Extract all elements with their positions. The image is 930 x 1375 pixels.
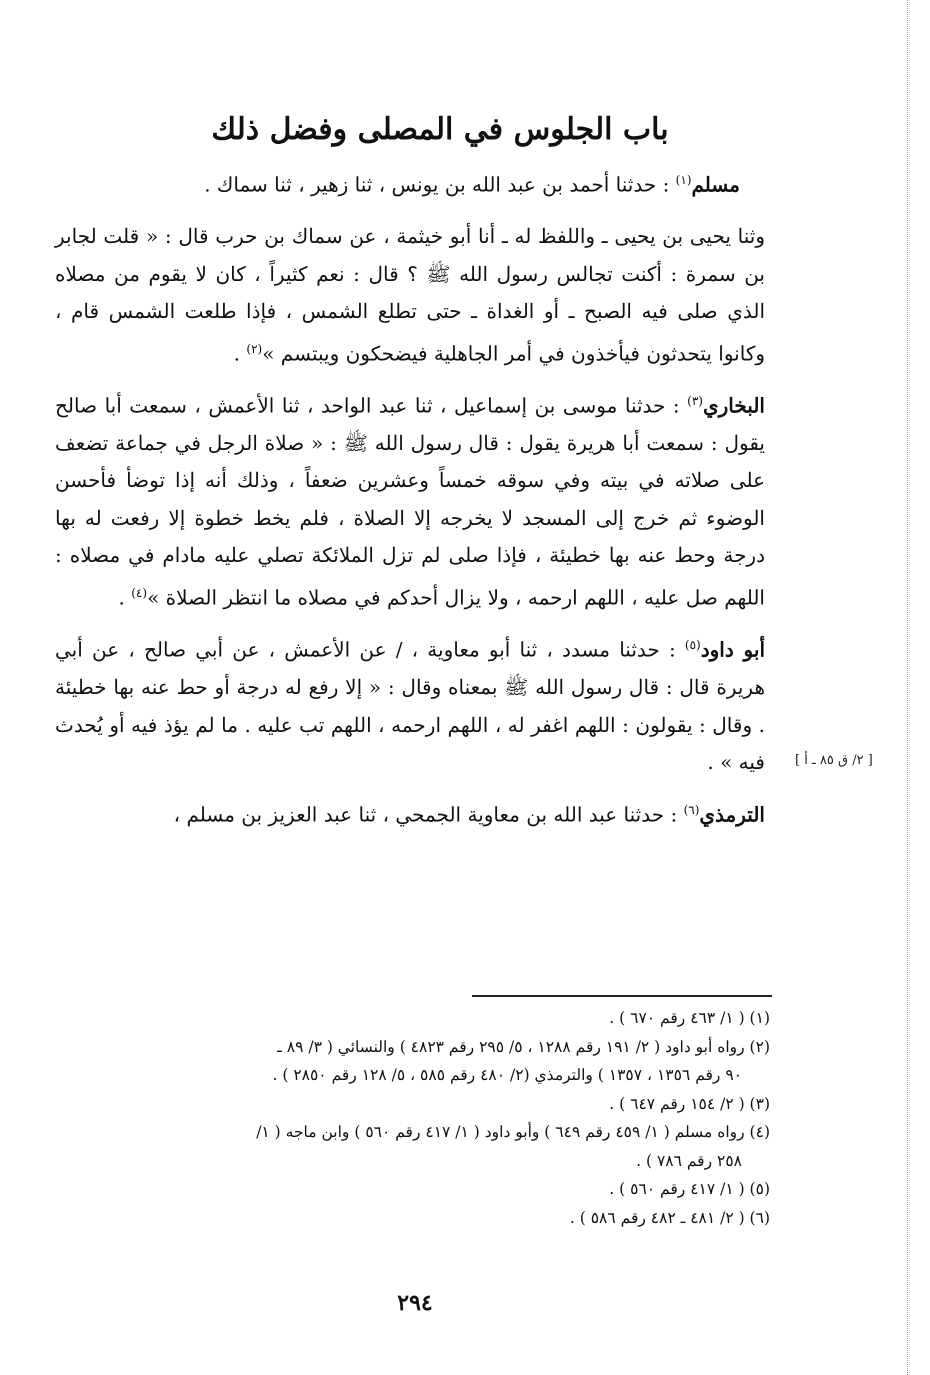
paragraph-tirmidhi xyxy=(55,792,765,834)
footnote-ref: (٦) xyxy=(683,802,700,817)
footnote-ref: (٢) xyxy=(246,341,263,356)
paragraph-tail: . xyxy=(233,341,247,366)
paragraph-tail: . xyxy=(118,585,132,610)
footnote-line-continued: ٩٠ رقم ١٣٥٦ ، ١٣٥٧ ) والترمذي (٢/ ٤٨٠ رقم ٥٨٥ ، ٥/ ١٢٨ رقم ٢٨٥٠ ) . xyxy=(272,1066,742,1084)
footnote-ref: (٣) xyxy=(687,393,703,408)
footnote-line: (٥) ( ١/ ٤١٧ رقم ٥٦٠ ) . xyxy=(609,1180,770,1198)
paragraph-text: : حدثنا عبد الله بن معاوية الجمحي ، ثنا عبد العزيز بن مسلم ، xyxy=(173,802,684,827)
chapter-title: باب الجلوس في المصلى وفضل ذلك xyxy=(211,112,669,147)
footnote-ref: (١) xyxy=(675,173,692,187)
footnote-line: (٦) ( ٢/ ٤٨١ ـ ٤٨٢ رقم ٥٨٦ ) . xyxy=(569,1208,770,1227)
footnote-divider xyxy=(472,995,772,997)
footnote-ref: (٤) xyxy=(131,585,148,600)
paragraph-text: : حدثنا موسى بن إسماعيل ، ثنا عبد الواحد ، ثنا الأعمش ، سمعت أبا صالح يقول : سمعت أبا هريرة يقول : قال رسول الله ﷺ : « صلاة الرجل في جماعة تضعف على صلاته في بيته وفي سوقه خمساً وعشرين ضعفاً ، وذلك أنه إذا توضأ فأحسن الوضوء ثم خرج إلى المسجد لا يخرجه إلا الصلاة ، فلم يخط خطوة إلا رفعت له بها درجة وحط عنه بها خطيئة ، فإذا صلى لم تزل الملائكة تصلي عليه مادام في مصلاه : اللهم صل عليه ، اللهم ارحمه ، ولا يزال أحدكم في مصلاه ما انتظر الصلاة » xyxy=(55,393,765,610)
source-name: الترمذي xyxy=(699,802,765,827)
footnote-2 xyxy=(55,1033,770,1090)
paragraph-bukhari xyxy=(55,383,765,617)
paragraph-jabir xyxy=(55,218,765,373)
footnotes xyxy=(55,1004,770,1232)
footnote-ref: (٥) xyxy=(684,638,701,653)
footnote-6 xyxy=(55,1204,770,1233)
footnote-3 xyxy=(55,1090,770,1119)
page-number: ٢٩٤ xyxy=(397,1290,433,1316)
source-name: أبو داود xyxy=(700,637,765,662)
footnote-4 xyxy=(55,1118,770,1175)
footnote-line: (٢) رواه أبو داود ( ٢/ ١٩١ رقم ١٢٨٨ ، ٥/ ٢٩٥ رقم ٤٨٢٣ ) والنسائي ( ٣/ ٨٩ ـ xyxy=(277,1037,770,1056)
source-name: البخاري xyxy=(702,393,765,418)
manuscript-margin-note: [ ٢/ ق ٨٥ ـ أ ] xyxy=(795,753,873,768)
footnote-1 xyxy=(55,1004,770,1033)
paragraph-text: : حدثنا أحمد بن عبد الله بن يونس ، ثنا زهير ، ثنا سماك . xyxy=(204,172,676,197)
footnote-line: (١) ( ١/ ٤٦٣ رقم ٦٧٠ ) . xyxy=(609,1009,770,1027)
footnote-line: (٣) ( ٢/ ١٥٤ رقم ٦٤٧ ) . xyxy=(609,1094,770,1113)
footnote-line-continued: ٢٥٨ رقم ٧٨٦ ) . xyxy=(636,1151,742,1170)
paragraph-muslim xyxy=(55,162,765,204)
paragraph-text: وثنا يحيى بن يحيى ـ واللفظ له ـ أنا أبو خيثمة ، عن سماك بن حرب قال : « قلت لجابر بن سمرة : أكنت تجالس رسول الله ﷺ ؟ قال : نعم كثيراً ، كان لا يقوم من مصلاه الذي صلى فيه الصبح ـ أو الغداة ـ حتى تطلع الشمس ، فإذا طلعت الشمس قام ، وكانوا يتحدثون فيأخذون في أمر الجاهلية فيضحكون ويبتسم » xyxy=(55,224,765,366)
page-edge-dots xyxy=(905,0,908,1375)
footnote-line: (٤) رواه مسلم ( ١/ ٤٥٩ رقم ٦٤٩ ) وأبو داود ( ١/ ٤١٧ رقم ٥٦٠ ) وابن ماجه ( ١/ xyxy=(256,1123,770,1141)
main-text xyxy=(55,162,765,844)
footnote-5 xyxy=(55,1175,770,1204)
paragraph-abu-dawud xyxy=(55,627,765,782)
source-name: مسلم xyxy=(691,172,740,197)
paragraph-text: : حدثنا مسدد ، ثنا أبو معاوية ، / عن الأعمش ، عن أبي صالح ، عن أبي هريرة قال : قال رسول الله ﷺ بمعناه وقال : « إلا رفع له درجة أو حط عنه بها خطيئة . وقال : يقولون : اللهم اغفر له ، اللهم ارحمه ، اللهم تب عليه . ما لم يؤذ فيه أو يُحدث فيه » . xyxy=(55,637,765,775)
